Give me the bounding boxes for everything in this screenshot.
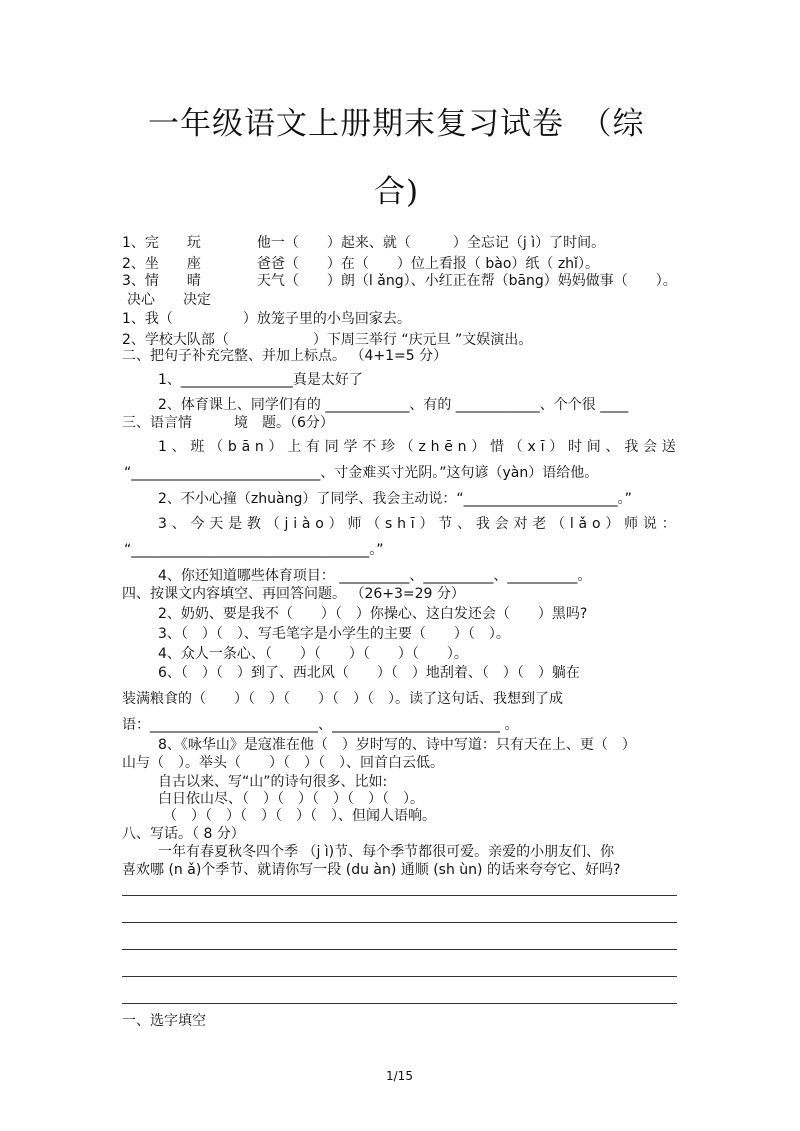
writing-line [122,1003,677,1004]
section-heading: 三、语言情 境 题。（6分） [122,415,334,431]
question-line: 语：________________________、________________________ 。 [122,717,519,733]
question-line: 白日依山尽、（ ）（ ）（ ）（ ）（ ）。 [158,791,424,807]
writing-line [122,922,677,923]
question-line: 8、《咏华山》是寇准在他（ ）岁时写的、诗中写道：只有天在上、更（ ） [158,737,636,753]
question-line: 1、完 玩 他一（ ）起来、就（ ）全忘记（j ì）了时间。 [122,235,606,251]
section-heading: 二、把句子补充完整、并加上标点。 （4+1=5 分） [122,348,448,364]
question-line: 3、（ ）（ ）、写毛笔字是小学生的主要（ ）（ ）。 [158,626,510,642]
exam-title-line1: 一年级语文上册期末复习试卷 （综 [148,106,645,142]
question-line: 4、众人一条心、（ ）（ ）（ ）（ ）。 [158,646,468,662]
section-heading: 一、选字填空 [122,1013,206,1029]
exam-title-line2: 合) [374,174,420,210]
question-line: 自古以来、写“山”的诗句很多、比如: [158,774,388,790]
section-heading: 四、按课文内容填空、再回答问题。 （26+3=29 分） [122,586,465,602]
question-line: 2、奶奶、要是我不（ ）（ ）你操心、这白发还会（ ）黑吗? [158,606,588,622]
question-line: “__________________________________。” [124,542,384,558]
question-line: 2、坐 座 爸爸（ ）在（ ）位上看报（ bào）纸（ zhǐ）。 [122,256,599,272]
question-line: 1、我（ ）放笼子里的小鸟回家去。 [122,311,411,327]
writing-line [122,949,677,950]
question-line-justified: 1 、 班 （ b ā n ） 上 有 同 学 不 珍 （ z h ē n ） 惜 （ x ī ） 时 间 、 我 会 送 [158,439,676,455]
question-line: （ ）（ ）（ ）（ ）（ ）、但闻人语响。 [163,808,436,824]
page-number: 1/15 [386,1069,413,1083]
writing-line [122,895,677,896]
question-line: 4、你还知道哪些体育项目： __________、__________、__________。 [158,568,592,584]
section-heading: 八、写话。（ 8 分） [122,826,245,842]
question-line: 1、________________真是太好了 [158,372,363,388]
question-line: 山与（ ）。举头（ ）（ ）（ ）、回首白云低。 [122,755,444,771]
question-line: 2、不小心撞（zhuàng）了同学、我会主动说：“______________________。” [158,491,632,507]
writing-line [122,976,677,977]
word-pair-label: 决心 决定 [127,292,211,308]
writing-prompt-line: 喜欢哪 (n ǎ)个季节、就请你写一段 (du àn) 通顺 (sh ùn) 的话来夸夸它、好吗? [122,862,621,878]
question-line: 装满粮食的（ ）（ ）（ ）（ ）（ ）。读了这句话、我想到了成 [122,691,563,707]
question-line: 2、体育课上、同学们有的 ____________、有的 ____________、个个很 ____ [158,397,629,413]
question-line: 2、学校大队部（ ）下周三举行 “庆元旦 ”文娱演出。 [122,332,533,348]
question-line-justified: 3 、 今 天 是 教 （ j i à o ） 师 （ s h ī ） 节 、 我 会 对 老 （ l ǎ o ） 师 说 ： [158,516,676,532]
question-line: 6、（ ）（ ）到了、西北风（ ）（ ）地刮着、（ ）（ ）躺在 [158,665,580,681]
question-line: 3、情 晴 天气（ ）朗（l ǎng）、小红正在帮（bāng）妈妈做事（ ）。 [122,273,677,289]
writing-prompt-line: 一年有春夏秋冬四个季 （j ì)节、每个季节都很可爱。亲爱的小朋友们、你 [158,844,615,860]
question-line: “___________________________、寸金难买寸光阴。”这句谚（yàn）语给他。 [124,465,599,481]
